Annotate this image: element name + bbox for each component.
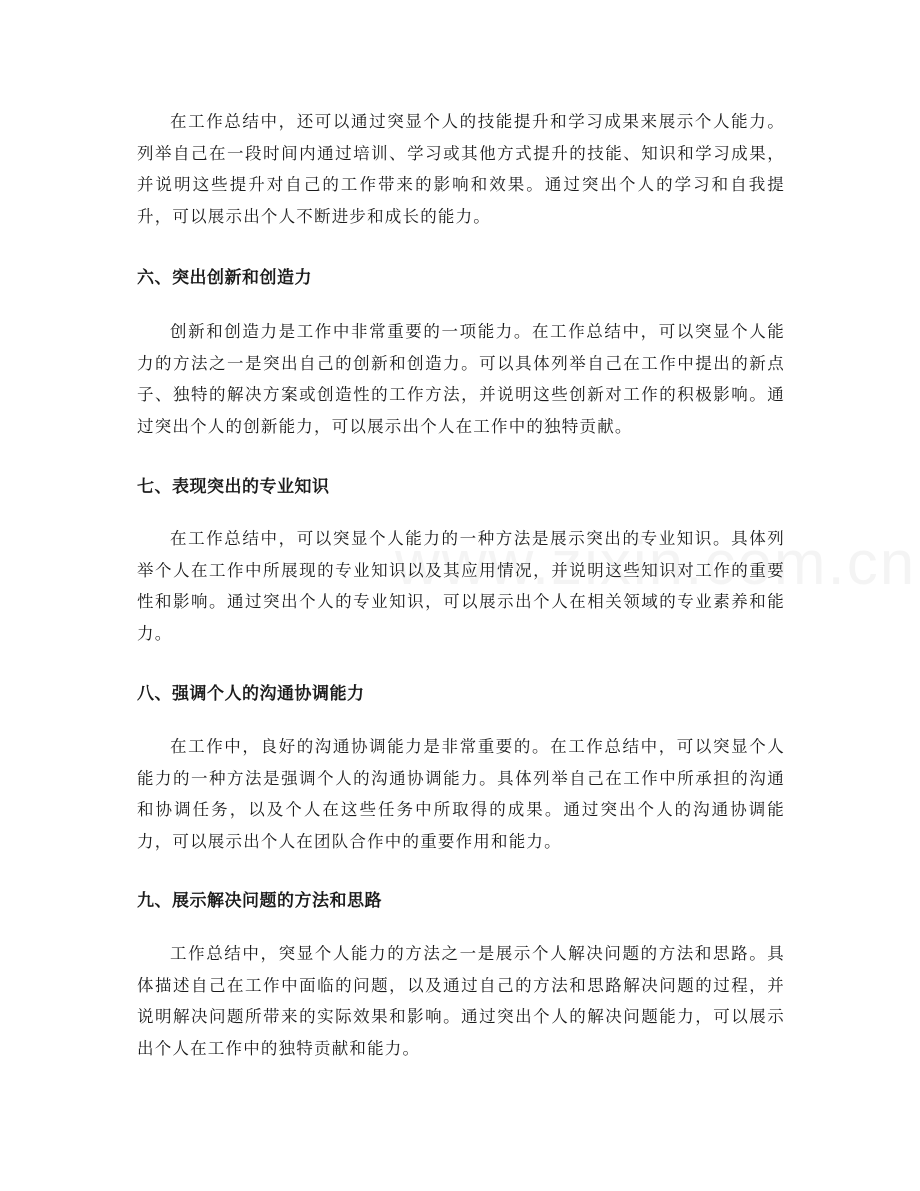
intro-paragraph: 在工作总结中，还可以通过突显个人的技能提升和学习成果来展示个人能力。列举自己在一段时间内通过培训、学习或其他方式提升的技能、知识和学习成果，并说明这些提升对自己的工作带来的影响和效果。通过突出个人的学习和自我提升，可以展示出个人不断进步和成长的能力。 <box>137 112 785 226</box>
section-heading: 八、强调个人的沟通协调能力 <box>137 684 365 704</box>
section-paragraph: 工作总结中，突显个人能力的方法之一是展示个人解决问题的方法和思路。具体描述自己在工作中面临的问题，以及通过自己的方法和思路解决问题的过程，并说明解决问题所带来的实际效果和影响。通过突出个人的解决问题能力，可以展示出个人在工作中的独特贡献和能力。 <box>137 944 785 1058</box>
section-heading: 九、展示解决问题的方法和思路 <box>137 891 382 911</box>
section-heading: 七、表现突出的专业知识 <box>137 477 330 497</box>
section-8-body-block <box>137 731 785 857</box>
section-6-body-block <box>137 316 785 442</box>
section-7-body-block <box>137 523 785 649</box>
section-8-heading-block <box>137 681 785 707</box>
section-paragraph: 创新和创造力是工作中非常重要的一项能力。在工作总结中，可以突显个人能力的方法之一是突出自己的创新和创造力。可以具体列举自己在工作中提出的新点子、独特的解决方案或创造性的工作方法，并说明这些创新对工作的积极影响。通过突出个人的创新能力，可以展示出个人在工作中的独特贡献。 <box>137 322 785 436</box>
section-heading: 六、突出创新和创造力 <box>137 268 312 288</box>
section-7-heading-block <box>137 474 785 500</box>
section-9-heading-block <box>137 888 785 914</box>
intro-block <box>137 106 785 232</box>
section-6-heading-block <box>137 265 785 291</box>
section-paragraph: 在工作总结中，可以突显个人能力的一种方法是展示突出的专业知识。具体列举个人在工作中所展现的专业知识以及其应用情况，并说明这些知识对工作的重要性和影响。通过突出个人的专业知识，可以展示出个人在相关领域的专业素养和能力。 <box>137 529 785 643</box>
section-9-body-block <box>137 938 785 1064</box>
section-paragraph: 在工作中，良好的沟通协调能力是非常重要的。在工作总结中，可以突显个人能力的一种方法是强调个人的沟通协调能力。具体列举自己在工作中所承担的沟通和协调任务，以及个人在这些任务中所取得的成果。通过突出个人的沟通协调能力，可以展示出个人在团队合作中的重要作用和能力。 <box>137 737 785 851</box>
